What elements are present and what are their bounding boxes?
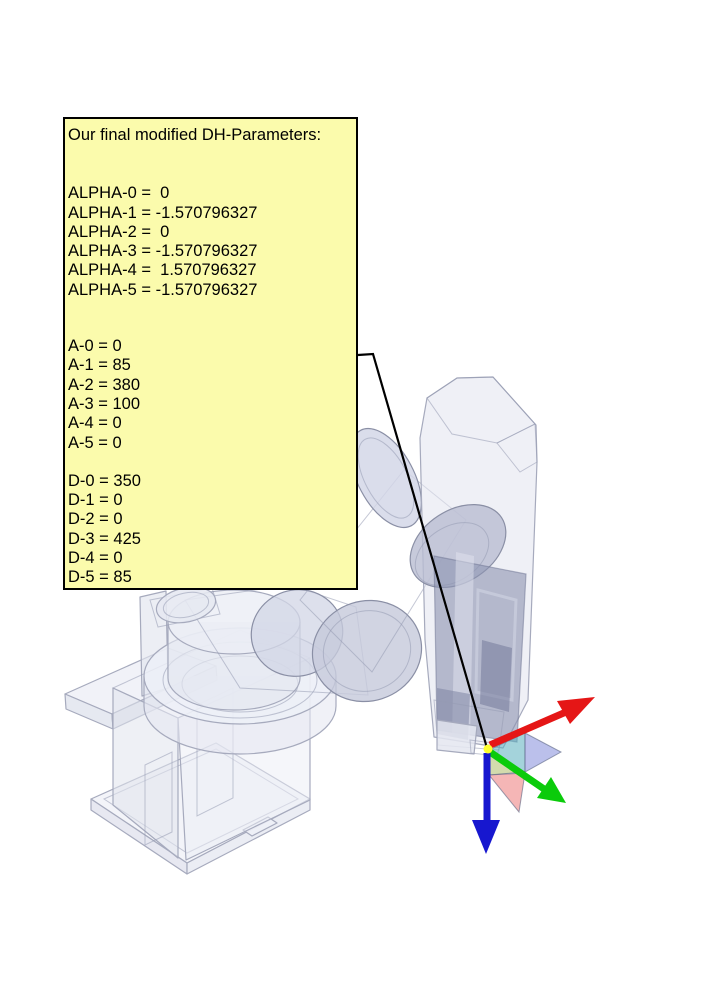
- d-3-value: D-3 = 425: [68, 529, 141, 548]
- dh-parameters-panel[interactable]: [63, 117, 358, 590]
- z-axis-arrowhead-icon: [472, 820, 500, 854]
- alpha-2-value: ALPHA-2 = 0: [68, 222, 170, 241]
- a-5-value: A-5 = 0: [68, 433, 122, 452]
- panel-title: Our final modified DH-Parameters:: [68, 126, 322, 144]
- forearm-window-inner: [480, 640, 512, 712]
- alpha-4-value: ALPHA-4 = 1.570796327: [68, 261, 257, 280]
- alpha-0-value: ALPHA-0 = 0: [68, 184, 170, 203]
- d-parameter-group: [68, 472, 356, 588]
- panel-spacer: [68, 300, 356, 337]
- d-0-value: D-0 = 350: [68, 471, 141, 490]
- alpha-5-value: ALPHA-5 = -1.570796327: [68, 280, 258, 299]
- origin-marker[interactable]: [484, 745, 493, 754]
- panel-spacer: [68, 453, 356, 472]
- plane-triangle-pink: [489, 773, 525, 812]
- a-2-value: A-2 = 380: [68, 375, 141, 394]
- a-3-value: A-3 = 100: [68, 394, 141, 413]
- d-1-value: D-1 = 0: [68, 491, 123, 510]
- plane-triangle-lavender: [525, 733, 561, 772]
- alpha-3-value: ALPHA-3 = -1.570796327: [68, 242, 258, 261]
- a-1-value: A-1 = 85: [68, 356, 131, 375]
- a-parameter-group: [68, 337, 356, 453]
- alpha-1-value: ALPHA-1 = -1.570796327: [68, 203, 258, 222]
- d-4-value: D-4 = 0: [68, 549, 123, 568]
- robot-forearm-link: [395, 377, 537, 748]
- d-2-value: D-2 = 0: [68, 510, 123, 529]
- a-0-value: A-0 = 0: [68, 337, 122, 356]
- d-5-value: D-5 = 85: [68, 568, 132, 587]
- alpha-parameter-group: [68, 184, 356, 300]
- panel-spacer: [68, 145, 356, 184]
- a-4-value: A-4 = 0: [68, 414, 122, 433]
- x-axis-arrowhead-icon: [557, 697, 595, 724]
